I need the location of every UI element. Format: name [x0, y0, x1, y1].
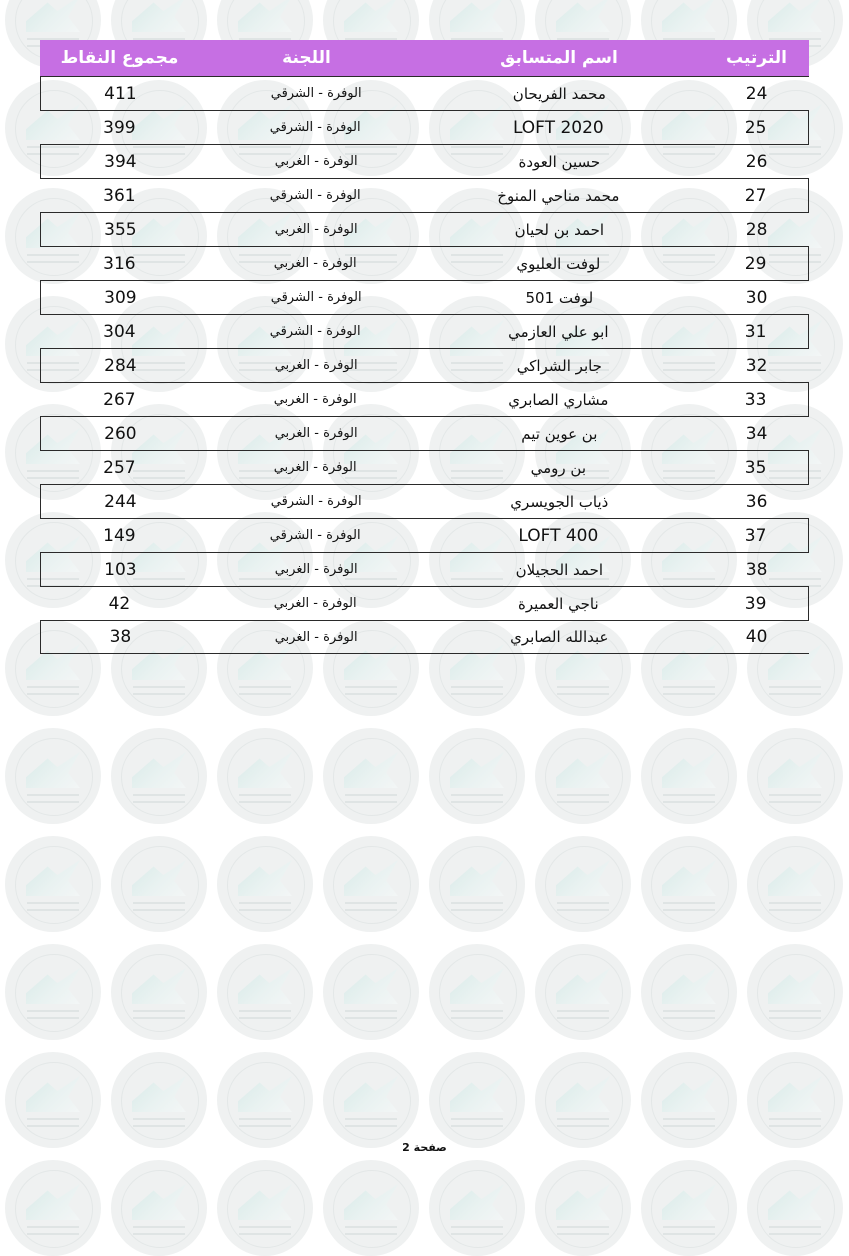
watermark-logo-icon — [429, 1052, 525, 1148]
table-row — [40, 348, 809, 382]
table-row — [40, 450, 809, 484]
watermark-logo-icon — [535, 1160, 631, 1256]
cell-rank: 37 — [744, 525, 767, 546]
cell-name: LOFT 2020 — [512, 117, 604, 138]
watermark-logo-icon — [641, 728, 737, 824]
cell-rank: 25 — [744, 117, 767, 138]
cell-rank: 40 — [745, 627, 768, 647]
table-header — [40, 40, 809, 76]
watermark-logo-icon — [5, 944, 101, 1040]
cell-committee: الوفرة - الشرقي — [269, 188, 361, 203]
cell-committee: الوفرة - الغربي — [273, 392, 357, 407]
watermark-logo-icon — [217, 728, 313, 824]
cell-rank: 32 — [745, 355, 768, 376]
cell-points: 355 — [104, 219, 137, 240]
cell-points: 38 — [109, 627, 132, 647]
watermark-logo-icon — [429, 836, 525, 932]
cell-name: محمد الفريحان — [512, 84, 606, 103]
cell-committee: الوفرة - الشرقي — [269, 120, 361, 135]
header-committee: اللجنة — [282, 48, 331, 68]
watermark-logo-icon — [747, 836, 843, 932]
table-row — [40, 246, 809, 280]
cell-name: لوفت 501 — [525, 288, 594, 307]
table-row — [40, 620, 809, 654]
cell-rank: 29 — [744, 253, 767, 274]
watermark-logo-icon — [747, 1160, 843, 1256]
watermark-logo-icon — [217, 1052, 313, 1148]
cell-rank: 33 — [744, 389, 767, 410]
watermark-logo-icon — [5, 728, 101, 824]
watermark-logo-icon — [217, 1160, 313, 1256]
table-row — [40, 144, 809, 178]
cell-rank: 36 — [745, 491, 768, 512]
cell-name: احمد بن لحيان — [514, 220, 605, 239]
cell-name: مشاري الصابري — [508, 390, 609, 409]
cell-points: 260 — [104, 423, 137, 444]
cell-committee: الوفرة - الغربي — [273, 596, 357, 611]
table-row — [40, 586, 809, 620]
watermark-logo-icon — [323, 728, 419, 824]
cell-name: بن رومي — [530, 458, 587, 477]
watermark-logo-icon — [323, 1052, 419, 1148]
watermark-logo-icon — [535, 1052, 631, 1148]
cell-points: 394 — [104, 151, 137, 172]
cell-points: 399 — [103, 117, 136, 138]
watermark-logo-icon — [5, 836, 101, 932]
header-name: اسم المتسابق — [500, 48, 618, 68]
watermark-logo-icon — [747, 944, 843, 1040]
watermark-logo-icon — [747, 728, 843, 824]
cell-committee: الوفرة - الغربي — [274, 358, 358, 373]
cell-points: 257 — [103, 457, 136, 478]
cell-points: 244 — [104, 491, 137, 512]
cell-points: 103 — [104, 559, 137, 580]
cell-name: بن عوين تيم — [521, 424, 598, 443]
cell-points: 309 — [104, 287, 137, 308]
cell-committee: الوفرة - الشرقي — [269, 324, 361, 339]
watermark-logo-icon — [323, 836, 419, 932]
cell-name: لوفت العليوي — [516, 254, 601, 273]
cell-committee: الوفرة - الغربي — [274, 629, 358, 645]
watermark-logo-icon — [747, 1052, 843, 1148]
watermark-logo-icon — [217, 836, 313, 932]
cell-committee: الوفرة - الغربي — [274, 426, 358, 441]
cell-name: LOFT 400 — [518, 525, 599, 546]
table-row — [40, 484, 809, 518]
watermark-logo-icon — [5, 1052, 101, 1148]
watermark-logo-icon — [217, 944, 313, 1040]
cell-committee: الوفرة - الغربي — [273, 460, 357, 475]
watermark-logo-icon — [535, 728, 631, 824]
table-row — [40, 110, 809, 144]
table-row — [40, 382, 809, 416]
watermark-logo-icon — [641, 944, 737, 1040]
cell-points: 361 — [103, 185, 136, 206]
cell-committee: الوفرة - الغربي — [274, 222, 358, 237]
cell-points: 304 — [103, 321, 136, 342]
cell-committee: الوفرة - الشرقي — [270, 86, 362, 101]
cell-committee: الوفرة - الشرقي — [269, 528, 361, 543]
cell-points: 267 — [103, 389, 136, 410]
results-table — [40, 40, 809, 654]
cell-rank: 34 — [745, 423, 768, 444]
watermark-logo-icon — [641, 1052, 737, 1148]
watermark-logo-icon — [111, 944, 207, 1040]
watermark-logo-icon — [429, 728, 525, 824]
page-number: صفحة 2 — [402, 1141, 447, 1154]
cell-points: 411 — [104, 83, 137, 104]
cell-name: عبدالله الصابري — [510, 628, 609, 646]
watermark-logo-icon — [429, 1160, 525, 1256]
watermark-logo-icon — [641, 1160, 737, 1256]
table-row — [40, 416, 809, 450]
cell-name: ناجي العميرة — [518, 594, 599, 613]
cell-name: احمد الحجيلان — [515, 560, 604, 579]
cell-points: 284 — [104, 355, 137, 376]
cell-name: ذياب الجويسري — [510, 492, 609, 511]
watermark-logo-icon — [429, 944, 525, 1040]
cell-committee: الوفرة - الغربي — [274, 562, 358, 577]
cell-committee: الوفرة - الغربي — [274, 154, 358, 169]
watermark-logo-icon — [111, 728, 207, 824]
watermark-logo-icon — [323, 944, 419, 1040]
table-row — [40, 280, 809, 314]
table-row — [40, 552, 809, 586]
cell-rank: 39 — [744, 593, 767, 614]
cell-committee: الوفرة - الشرقي — [270, 494, 362, 509]
watermark-logo-icon — [535, 944, 631, 1040]
cell-points: 316 — [103, 253, 136, 274]
watermark-logo-icon — [111, 836, 207, 932]
watermark-logo-icon — [641, 836, 737, 932]
table-row — [40, 76, 809, 110]
cell-rank: 28 — [745, 219, 768, 240]
cell-rank: 35 — [744, 457, 767, 478]
watermark-logo-icon — [111, 1052, 207, 1148]
cell-name: جابر الشراكي — [516, 356, 602, 375]
table-body — [40, 76, 809, 654]
table-row — [40, 314, 809, 348]
header-points: مجموع النقاط — [60, 48, 179, 68]
cell-rank: 38 — [745, 559, 768, 580]
cell-rank: 26 — [745, 151, 768, 172]
watermark-logo-icon — [535, 836, 631, 932]
watermark-logo-icon — [5, 1160, 101, 1256]
cell-committee: الوفرة - الشرقي — [270, 290, 362, 305]
cell-name: ابو علي العازمي — [508, 322, 609, 341]
cell-rank: 31 — [744, 321, 767, 342]
cell-committee: الوفرة - الغربي — [273, 256, 357, 271]
watermark-logo-icon — [323, 1160, 419, 1256]
watermark-logo-icon — [111, 1160, 207, 1256]
cell-rank: 27 — [744, 185, 767, 206]
cell-points: 149 — [103, 525, 136, 546]
cell-name: محمد مناحي المنوخ — [497, 186, 620, 205]
table-row — [40, 212, 809, 246]
cell-points: 42 — [108, 593, 131, 614]
header-rank: الترتيب — [725, 48, 788, 68]
table-row — [40, 178, 809, 212]
cell-rank: 24 — [745, 83, 768, 104]
cell-name: حسين العودة — [518, 152, 601, 171]
cell-rank: 30 — [745, 287, 768, 308]
table-row — [40, 518, 809, 552]
